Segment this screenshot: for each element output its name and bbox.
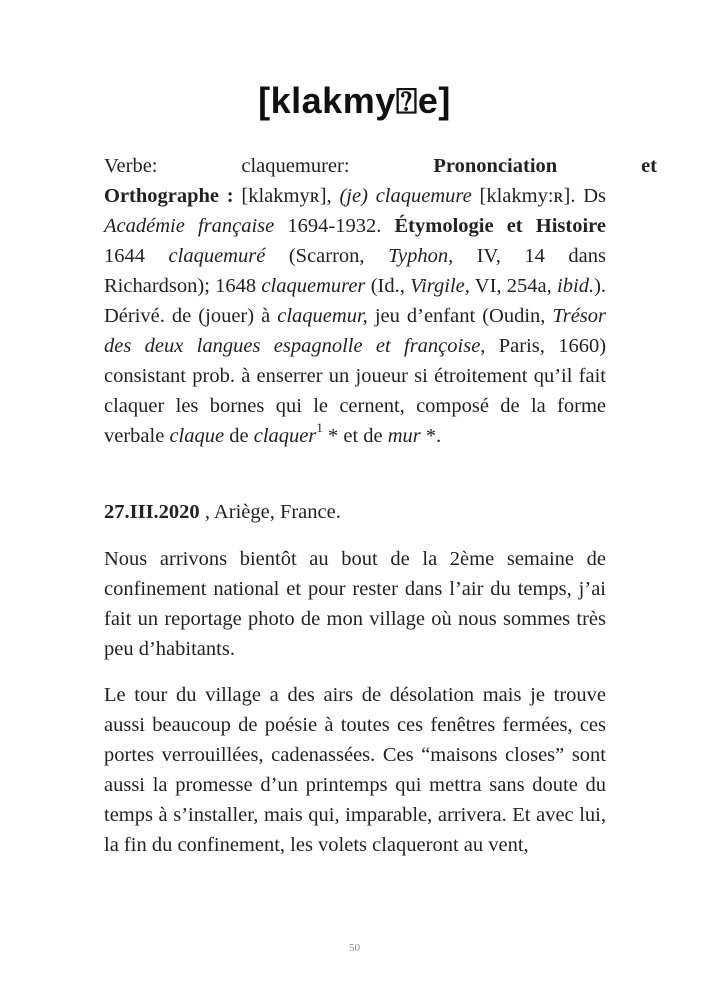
typhon: Typhon,	[388, 245, 454, 267]
virgile-ref: VI, 254a,	[474, 275, 552, 297]
de-text: de	[229, 425, 249, 447]
paragraph: Nous arrivons bientôt au bout de la 2ème semaine de confinement national et pour rester dans l’air du temps, j’ai fait un reportage photo de mon village où nous sommes très peu d’habitants.	[104, 548, 606, 660]
claquemure-participle: claquemuré	[168, 245, 266, 267]
jeu-text: jeu d’enfant (Oudin,	[374, 305, 546, 327]
academie-years: 1694-1932.	[287, 215, 382, 237]
entry-label: Verbe:	[104, 155, 158, 177]
paris-text: Paris, 1660) consistant prob. à enserrer un joueur si étroitement qu’il fait claquer les bornes qui le cernent, composé de la forme verbale	[104, 335, 607, 447]
dateline	[104, 497, 606, 527]
pron-heading: Prononciation	[433, 155, 558, 177]
tresor-title: Trésor des deux langues espagnolle et françoise,	[104, 305, 607, 357]
mur: mur	[387, 425, 421, 447]
claquemur: claquemur,	[277, 305, 368, 327]
entry-word: claquemurer:	[241, 155, 350, 177]
pronunciation-2: [klakmy:ʀ].	[479, 185, 576, 207]
academie-title: Académie française	[104, 215, 275, 237]
pronunciation-1: [klakmyʀ],	[241, 185, 332, 207]
entry-first-line	[104, 151, 657, 181]
et-de-text: * et de	[327, 425, 383, 447]
pron-je: (je)	[339, 185, 368, 207]
orth-heading: Orthographe :	[104, 185, 234, 207]
derive-text: ). Dérivé. de (jouer) à	[104, 275, 607, 327]
id-text: (Id.,	[370, 275, 405, 297]
etym-heading: Étymologie et Histoire	[394, 215, 606, 237]
ds-text: Ds	[583, 185, 607, 207]
year-1644: 1644	[104, 245, 145, 267]
dictionary-entry	[104, 151, 657, 451]
claquer: claquer	[253, 425, 317, 447]
date: 27.III.2020	[104, 501, 200, 523]
claquemurer-form: claquemurer	[261, 275, 366, 297]
ibid: ibid.	[557, 275, 595, 297]
claque: claque	[169, 425, 225, 447]
pron-heading-et: et	[641, 155, 657, 177]
footnote-marker: 1	[316, 420, 323, 436]
page-number: 50	[349, 942, 360, 954]
place: , Ariège, France.	[204, 501, 341, 523]
virgile: Virgile,	[410, 275, 470, 297]
entry-end: *.	[425, 425, 442, 447]
paragraph: Le tour du village a des airs de désolation mais je trouve aussi beaucoup de poésie à toutes ces fenêtres fermées, ces portes verrouillées, cadenassées. Ces “maisons closes” sont aussi la promesse d’un printemps qui mettra sans doute du temps à s’installer, mais qui, imparable, arrivera. Et avec lui, la fin du confinement, les volets claqueront au vent,	[104, 684, 606, 856]
pron-form: claquemure	[375, 185, 472, 207]
page-title: [klakmy⍰e]	[258, 80, 451, 121]
typhon-ref: IV, 14 dans Richardson); 1648	[104, 245, 606, 297]
scarron: (Scarron,	[288, 245, 365, 267]
